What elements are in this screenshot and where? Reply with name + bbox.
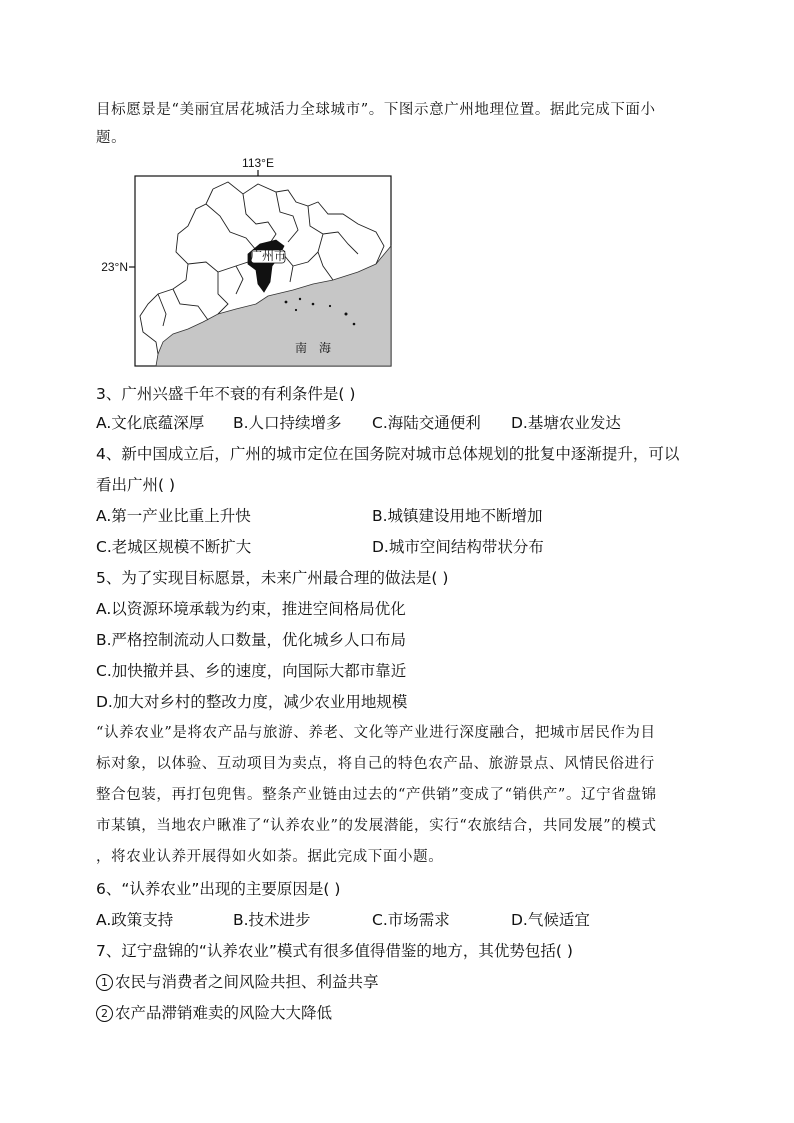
guangzhou-location-map	[101, 154, 408, 369]
q6-option-a: A.政策支持	[96, 911, 174, 929]
passage-line-3: 整合包装，再打包兜售。整条产业链由过去的“产供销”变成了“销供产”。辽宁省盘锦	[96, 787, 657, 803]
sea-label: 南 海	[294, 341, 332, 355]
passage-line-1: “认养农业”是将农产品与旅游、养老、文化等产业进行深度融合，把城市居民作为目	[96, 725, 656, 741]
q3-option-c: C.海陆交通便利	[372, 414, 481, 432]
city-label: 广州市	[249, 249, 287, 263]
q4-option-b: B.城镇建设用地不断增加	[372, 507, 543, 525]
q4-stem-line-2: 看出广州( )	[96, 476, 176, 494]
passage-line-4: 市某镇，当地农户瞅准了“认养农业”的发展潜能，实行“农旅结合，共同发展”的模式	[96, 818, 657, 834]
q5-option-a: A.以资源环境承载为约束，推进空间格局优化	[96, 600, 406, 618]
q3-option-d: D.基塘农业发达	[511, 414, 621, 432]
circled-number-2: 2	[96, 1005, 113, 1022]
latitude-label: 23°N	[101, 260, 128, 274]
q6-option-c: C.市场需求	[372, 911, 450, 929]
circled-number-1: 1	[96, 974, 113, 991]
q3-stem: 3、广州兴盛千年不衰的有利条件是( )	[96, 385, 356, 403]
q4-option-d: D.城市空间结构带状分布	[372, 538, 544, 556]
q4-stem-line-1: 4、新中国成立后，广州的城市定位在国务院对城市总体规划的批复中逐渐提升，可以	[96, 445, 680, 463]
q7-stem: 7、辽宁盘锦的“认养农业”模式有很多值得借鉴的地方，其优势包括( )	[96, 942, 573, 960]
q7-item-2	[96, 1003, 332, 1023]
q7-item-1-text: 农民与消费者之间风险共担、利益共享	[115, 973, 379, 991]
q5-option-b: B.严格控制流动人口数量，优化城乡人口布局	[96, 631, 407, 649]
q5-option-d: D.加大对乡村的整改力度，减少农业用地规模	[96, 693, 408, 711]
intro-line-2: 题。	[96, 130, 127, 146]
q7-item-2-text: 农产品滞销难卖的风险大大降低	[115, 1004, 333, 1022]
q5-stem: 5、为了实现目标愿景，未来广州最合理的做法是( )	[96, 569, 449, 587]
q4-option-a: A.第一产业比重上升快	[96, 507, 251, 525]
passage-line-2: 标对象，以体验、互动项目为卖点，将自己的特色农产品、旅游景点、风情民俗进行	[96, 756, 655, 772]
passage-line-5: ，将农业认养开展得如火如荼。据此完成下面小题。	[96, 849, 444, 865]
q5-option-c: C.加快撤并县、乡的速度，向国际大都市靠近	[96, 662, 407, 680]
q3-option-b: B.人口持续增多	[233, 414, 342, 432]
q6-option-d: D.气候适宜	[511, 911, 590, 929]
q6-option-b: B.技术进步	[233, 911, 311, 929]
intro-line-1: 目标愿景是“美丽宜居花城活力全球城市”。下图示意广州地理位置。据此完成下面小	[96, 102, 656, 118]
q7-item-1	[96, 972, 379, 992]
q6-stem: 6、“认养农业”出现的主要原因是( )	[96, 880, 341, 898]
map-svg	[101, 154, 408, 369]
q3-option-a: A.文化底蕴深厚	[96, 414, 205, 432]
q4-option-c: C.老城区规模不断扩大	[96, 538, 252, 556]
longitude-label: 113°E	[242, 156, 274, 170]
